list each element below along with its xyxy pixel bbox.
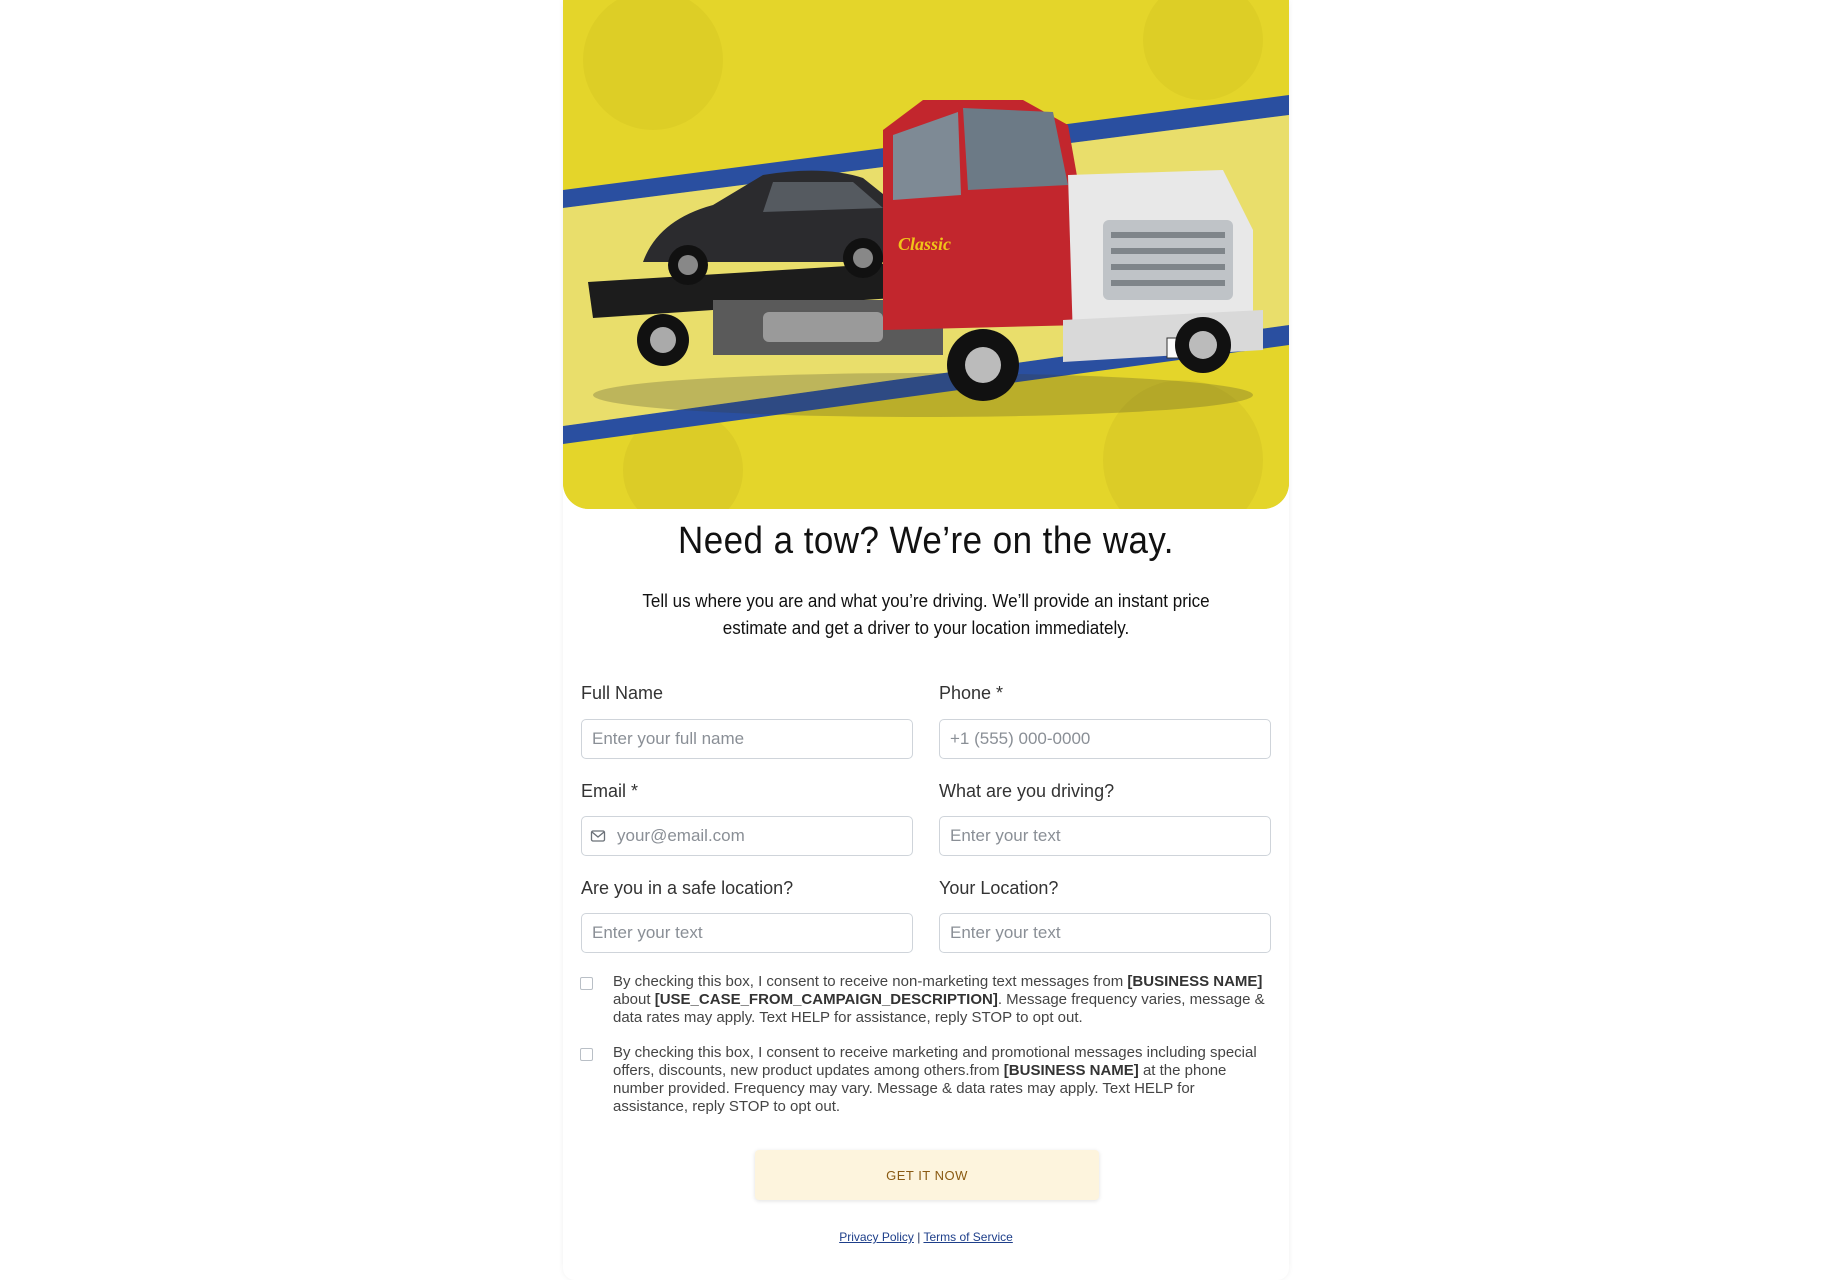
- privacy-policy-link[interactable]: Privacy Policy: [839, 1230, 914, 1244]
- safe-location-label: Are you in a safe location?: [581, 878, 794, 898]
- tow-truck-illustration: [563, 0, 1289, 509]
- lead-form-card: [563, 0, 1289, 1280]
- safe-location-input[interactable]: [590, 922, 912, 944]
- footer-links: [563, 1230, 1289, 1244]
- vehicle-input[interactable]: [948, 825, 1270, 847]
- phone-label: Phone *: [939, 683, 1004, 703]
- vehicle-label: What are you driving?: [939, 781, 1115, 801]
- your-location-field[interactable]: [939, 913, 1271, 953]
- your-location-label: Your Location?: [939, 878, 1059, 898]
- full-name-field[interactable]: [581, 719, 913, 759]
- your-location-input[interactable]: [948, 922, 1270, 944]
- page-title: Need a tow? We’re on the way.: [678, 520, 1174, 562]
- page-subtitle: Tell us where you are and what you’re driving. We’ll provide an instant price estimate and get a driver to your location immediately.: [642, 590, 1210, 638]
- email-label: Email *: [581, 781, 639, 801]
- get-it-now-button[interactable]: GET IT NOW: [755, 1150, 1099, 1200]
- consent-nonmarketing-text: By checking this box, I consent to receive non-marketing text messages from [BUSINESS NAME] about [USE_CASE_FROM_CAMPAIGN_DESCRIPTION]. Message frequency varies, message & data rates may apply. Text HELP for assistance, reply STOP to opt out.: [613, 973, 1265, 1026]
- safe-location-field[interactable]: [581, 913, 913, 953]
- email-field[interactable]: [581, 816, 913, 856]
- consent-marketing-text: By checking this box, I consent to receive marketing and promotional messages including special offers, discounts, new product updates among others.from [BUSINESS NAME] at the phone number provided. Frequency may vary. Message & data rates may apply. Text HELP for assistance, reply STOP to opt out.: [613, 1044, 1257, 1115]
- truck-logo: Classic: [898, 234, 952, 254]
- full-name-input[interactable]: [590, 728, 912, 750]
- email-input[interactable]: [615, 825, 912, 847]
- consent-marketing-checkbox[interactable]: [580, 1048, 593, 1061]
- hero-image: [563, 0, 1289, 509]
- mail-icon: [590, 828, 606, 844]
- full-name-label: Full Name: [581, 683, 664, 703]
- consent-nonmarketing-checkbox[interactable]: [580, 977, 593, 990]
- terms-of-service-link[interactable]: Terms of Service: [923, 1230, 1013, 1244]
- vehicle-field[interactable]: [939, 816, 1271, 856]
- phone-field[interactable]: [939, 719, 1271, 759]
- footer-separator: |: [913, 1230, 924, 1244]
- phone-input[interactable]: [948, 728, 1270, 750]
